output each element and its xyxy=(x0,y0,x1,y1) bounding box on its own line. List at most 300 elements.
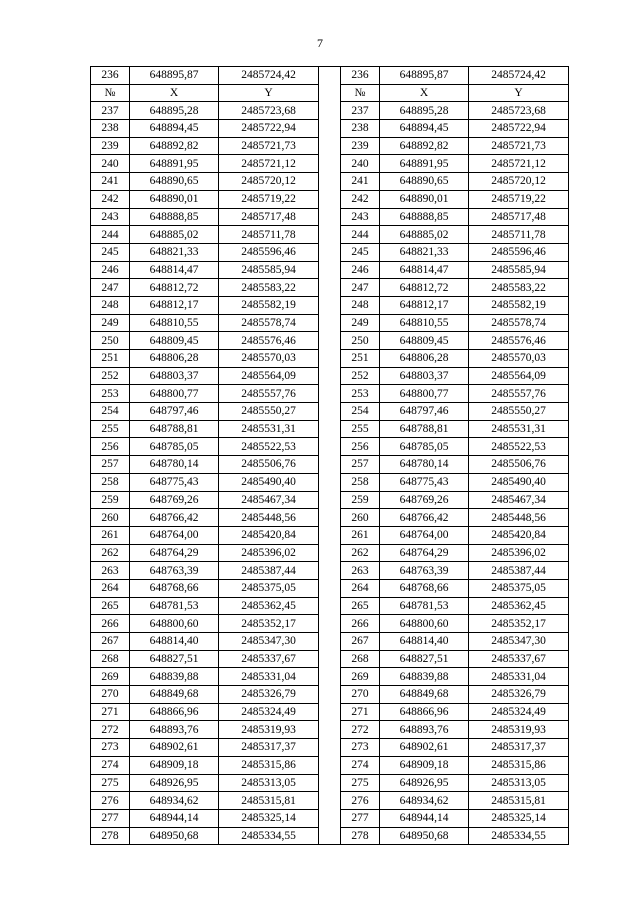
right-cell-x: 648814,47 xyxy=(380,261,469,279)
left-cell-y: 2485317,37 xyxy=(219,739,319,757)
left-cell-y: 2485557,76 xyxy=(219,385,319,403)
table-row xyxy=(91,703,569,721)
left-cell-number: 271 xyxy=(91,703,130,721)
left-cell-number: 248 xyxy=(91,296,130,314)
right-cell-x: 648944,14 xyxy=(380,809,469,827)
table-row xyxy=(91,314,569,332)
right-cell-y: 2485717,48 xyxy=(469,208,569,226)
left-cell-y: 2485362,45 xyxy=(219,597,319,615)
left-cell-x: 648944,14 xyxy=(130,809,219,827)
left-cell-number: 275 xyxy=(91,774,130,792)
left-cell-y: 2485721,73 xyxy=(219,137,319,155)
right-cell-y: 2485550,27 xyxy=(469,403,569,421)
right-cell-y: 2485331,04 xyxy=(469,668,569,686)
left-cell-x: 648788,81 xyxy=(130,420,219,438)
column-gap xyxy=(319,544,341,562)
table-row xyxy=(91,173,569,191)
table-row xyxy=(91,597,569,615)
right-cell-number: 275 xyxy=(341,774,380,792)
left-cell-x: 648814,47 xyxy=(130,261,219,279)
table-row xyxy=(91,809,569,827)
right-cell-x: 648764,00 xyxy=(380,526,469,544)
left-cell-number: 260 xyxy=(91,509,130,527)
left-cell-number: 264 xyxy=(91,579,130,597)
right-cell-x: 648766,42 xyxy=(380,509,469,527)
right-cell-number: 260 xyxy=(341,509,380,527)
right-cell-number: 272 xyxy=(341,721,380,739)
right-cell-y: 2485721,73 xyxy=(469,137,569,155)
table-row xyxy=(91,261,569,279)
right-cell-number: 268 xyxy=(341,650,380,668)
right-cell-number: 239 xyxy=(341,137,380,155)
left-cell-y: 2485531,31 xyxy=(219,420,319,438)
left-cell-y: 2485387,44 xyxy=(219,562,319,580)
left-cell-y: 2485334,55 xyxy=(219,827,319,845)
column-gap xyxy=(319,473,341,491)
right-cell-y: 2485337,67 xyxy=(469,650,569,668)
left-cell-number: 240 xyxy=(91,155,130,173)
left-cell-x: 648800,77 xyxy=(130,385,219,403)
left-cell-y: 2485420,84 xyxy=(219,526,319,544)
column-gap xyxy=(319,296,341,314)
left-cell-x: 648894,45 xyxy=(130,120,219,138)
right-cell-y: 2485722,94 xyxy=(469,120,569,138)
right-cell-y: 2485522,53 xyxy=(469,438,569,456)
left-cell-x: 648950,68 xyxy=(130,827,219,845)
table-row xyxy=(91,367,569,385)
left-cell-y: 2485720,12 xyxy=(219,173,319,191)
right-cell-x: 648866,96 xyxy=(380,703,469,721)
right-cell-y: 2485326,79 xyxy=(469,686,569,704)
column-gap xyxy=(319,67,341,85)
left-cell-y: 2485585,94 xyxy=(219,261,319,279)
right-cell-number: 247 xyxy=(341,279,380,297)
table-row xyxy=(91,774,569,792)
table-row xyxy=(91,190,569,208)
left-cell-x: X xyxy=(130,84,219,102)
left-cell-y: 2485331,04 xyxy=(219,668,319,686)
left-cell-number: 277 xyxy=(91,809,130,827)
left-cell-x: 648769,26 xyxy=(130,491,219,509)
left-cell-y: 2485325,14 xyxy=(219,809,319,827)
table-row xyxy=(91,456,569,474)
left-cell-number: 250 xyxy=(91,332,130,350)
left-cell-y: 2485448,56 xyxy=(219,509,319,527)
table-row xyxy=(91,332,569,350)
right-cell-x: 648827,51 xyxy=(380,650,469,668)
left-cell-number: 259 xyxy=(91,491,130,509)
right-cell-y: 2485396,02 xyxy=(469,544,569,562)
right-cell-number: 245 xyxy=(341,243,380,261)
right-cell-number: 274 xyxy=(341,756,380,774)
right-cell-x: 648849,68 xyxy=(380,686,469,704)
right-cell-x: 648812,72 xyxy=(380,279,469,297)
table-row xyxy=(91,350,569,368)
left-cell-x: 648909,18 xyxy=(130,756,219,774)
left-cell-y: 2485490,40 xyxy=(219,473,319,491)
right-cell-number: 246 xyxy=(341,261,380,279)
right-cell-y: 2485719,22 xyxy=(469,190,569,208)
left-cell-x: 648926,95 xyxy=(130,774,219,792)
left-cell-number: 252 xyxy=(91,367,130,385)
table-row xyxy=(91,67,569,85)
left-cell-x: 648890,01 xyxy=(130,190,219,208)
table-row xyxy=(91,633,569,651)
table-row xyxy=(91,827,569,845)
left-cell-number: 254 xyxy=(91,403,130,421)
left-cell-x: 648812,72 xyxy=(130,279,219,297)
left-cell-number: 246 xyxy=(91,261,130,279)
left-cell-number: 263 xyxy=(91,562,130,580)
table-row xyxy=(91,509,569,527)
left-cell-y: 2485721,12 xyxy=(219,155,319,173)
left-cell-y: 2485315,86 xyxy=(219,756,319,774)
left-cell-y: 2485375,05 xyxy=(219,579,319,597)
left-cell-y: 2485326,79 xyxy=(219,686,319,704)
right-cell-y: 2485582,19 xyxy=(469,296,569,314)
left-cell-x: 648814,40 xyxy=(130,633,219,651)
left-cell-y: 2485583,22 xyxy=(219,279,319,297)
table-row xyxy=(91,438,569,456)
right-cell-x: 648800,77 xyxy=(380,385,469,403)
right-cell-y: 2485583,22 xyxy=(469,279,569,297)
column-gap xyxy=(319,703,341,721)
right-cell-x: 648775,43 xyxy=(380,473,469,491)
right-cell-number: 276 xyxy=(341,792,380,810)
right-cell-y: Y xyxy=(469,84,569,102)
column-gap xyxy=(319,137,341,155)
left-cell-number: 272 xyxy=(91,721,130,739)
left-cell-x: 648775,43 xyxy=(130,473,219,491)
right-cell-x: 648893,76 xyxy=(380,721,469,739)
left-cell-y: 2485396,02 xyxy=(219,544,319,562)
right-cell-number: 265 xyxy=(341,597,380,615)
left-cell-number: 274 xyxy=(91,756,130,774)
table-row xyxy=(91,473,569,491)
left-cell-x: 648781,53 xyxy=(130,597,219,615)
left-cell-x: 648892,82 xyxy=(130,137,219,155)
right-cell-number: 267 xyxy=(341,633,380,651)
left-cell-y: 2485467,34 xyxy=(219,491,319,509)
right-cell-y: 2485596,46 xyxy=(469,243,569,261)
right-cell-x: 648895,28 xyxy=(380,102,469,120)
column-gap xyxy=(319,633,341,651)
left-cell-x: 648866,96 xyxy=(130,703,219,721)
right-cell-y: 2485315,86 xyxy=(469,756,569,774)
right-cell-number: 262 xyxy=(341,544,380,562)
left-cell-y: 2485570,03 xyxy=(219,350,319,368)
column-gap xyxy=(319,403,341,421)
left-cell-number: 249 xyxy=(91,314,130,332)
left-cell-number: 269 xyxy=(91,668,130,686)
left-cell-y: 2485717,48 xyxy=(219,208,319,226)
right-cell-number: 263 xyxy=(341,562,380,580)
right-cell-x: 648764,29 xyxy=(380,544,469,562)
right-cell-x: 648895,87 xyxy=(380,67,469,85)
right-cell-x: 648888,85 xyxy=(380,208,469,226)
table-header-row xyxy=(91,84,569,102)
column-gap xyxy=(319,721,341,739)
right-cell-x: 648814,40 xyxy=(380,633,469,651)
right-cell-y: 2485317,37 xyxy=(469,739,569,757)
column-gap xyxy=(319,226,341,244)
page-number: 7 xyxy=(317,36,323,50)
right-cell-y: 2485448,56 xyxy=(469,509,569,527)
column-gap xyxy=(319,526,341,544)
column-gap xyxy=(319,261,341,279)
left-cell-x: 648800,60 xyxy=(130,615,219,633)
column-gap xyxy=(319,579,341,597)
left-cell-y: 2485550,27 xyxy=(219,403,319,421)
column-gap xyxy=(319,279,341,297)
table-row xyxy=(91,792,569,810)
right-cell-number: 252 xyxy=(341,367,380,385)
left-cell-x: 648895,87 xyxy=(130,67,219,85)
right-cell-y: 2485585,94 xyxy=(469,261,569,279)
right-cell-number: 236 xyxy=(341,67,380,85)
right-cell-y: 2485711,78 xyxy=(469,226,569,244)
right-cell-number: 238 xyxy=(341,120,380,138)
right-cell-y: 2485578,74 xyxy=(469,314,569,332)
left-cell-x: 648766,42 xyxy=(130,509,219,527)
left-cell-y: 2485722,94 xyxy=(219,120,319,138)
left-cell-y: 2485347,30 xyxy=(219,633,319,651)
left-cell-y: 2485724,42 xyxy=(219,67,319,85)
column-gap xyxy=(319,367,341,385)
right-cell-number: 264 xyxy=(341,579,380,597)
column-gap xyxy=(319,650,341,668)
right-cell-x: 648892,82 xyxy=(380,137,469,155)
right-cell-y: 2485325,14 xyxy=(469,809,569,827)
table-row xyxy=(91,120,569,138)
left-cell-x: 648891,95 xyxy=(130,155,219,173)
right-cell-number: 253 xyxy=(341,385,380,403)
right-cell-y: 2485570,03 xyxy=(469,350,569,368)
column-gap xyxy=(319,190,341,208)
table-row xyxy=(91,491,569,509)
left-cell-y: Y xyxy=(219,84,319,102)
left-cell-x: 648785,05 xyxy=(130,438,219,456)
right-cell-x: 648909,18 xyxy=(380,756,469,774)
column-gap xyxy=(319,774,341,792)
right-cell-x: 648769,26 xyxy=(380,491,469,509)
left-cell-x: 648893,76 xyxy=(130,721,219,739)
right-cell-x: 648934,62 xyxy=(380,792,469,810)
left-cell-number: № xyxy=(91,84,130,102)
left-cell-x: 648934,62 xyxy=(130,792,219,810)
table-row xyxy=(91,615,569,633)
left-cell-y: 2485324,49 xyxy=(219,703,319,721)
left-cell-x: 648821,33 xyxy=(130,243,219,261)
left-cell-number: 242 xyxy=(91,190,130,208)
right-cell-y: 2485315,81 xyxy=(469,792,569,810)
left-cell-x: 648812,17 xyxy=(130,296,219,314)
right-cell-x: 648781,53 xyxy=(380,597,469,615)
right-cell-number: 270 xyxy=(341,686,380,704)
right-cell-number: 258 xyxy=(341,473,380,491)
table-row xyxy=(91,243,569,261)
right-cell-x: 648809,45 xyxy=(380,332,469,350)
right-cell-y: 2485720,12 xyxy=(469,173,569,191)
column-gap xyxy=(319,243,341,261)
right-cell-y: 2485334,55 xyxy=(469,827,569,845)
column-gap xyxy=(319,686,341,704)
right-cell-x: 648768,66 xyxy=(380,579,469,597)
right-cell-y: 2485564,09 xyxy=(469,367,569,385)
right-cell-x: 648763,39 xyxy=(380,562,469,580)
right-cell-x: 648810,55 xyxy=(380,314,469,332)
column-gap xyxy=(319,668,341,686)
right-cell-number: 278 xyxy=(341,827,380,845)
table-row xyxy=(91,579,569,597)
right-cell-y: 2485347,30 xyxy=(469,633,569,651)
right-cell-y: 2485324,49 xyxy=(469,703,569,721)
right-cell-y: 2485490,40 xyxy=(469,473,569,491)
right-cell-x: 648803,37 xyxy=(380,367,469,385)
right-cell-number: 259 xyxy=(341,491,380,509)
column-gap xyxy=(319,615,341,633)
column-gap xyxy=(319,314,341,332)
right-cell-number: 250 xyxy=(341,332,380,350)
left-cell-y: 2485313,05 xyxy=(219,774,319,792)
right-cell-number: № xyxy=(341,84,380,102)
column-gap xyxy=(319,438,341,456)
right-cell-number: 256 xyxy=(341,438,380,456)
left-cell-number: 236 xyxy=(91,67,130,85)
left-cell-number: 244 xyxy=(91,226,130,244)
left-cell-y: 2485578,74 xyxy=(219,314,319,332)
right-cell-x: 648788,81 xyxy=(380,420,469,438)
table-row xyxy=(91,226,569,244)
left-cell-x: 648890,65 xyxy=(130,173,219,191)
left-cell-x: 648839,88 xyxy=(130,668,219,686)
right-cell-x: 648891,95 xyxy=(380,155,469,173)
left-cell-x: 648895,28 xyxy=(130,102,219,120)
right-cell-y: 2485375,05 xyxy=(469,579,569,597)
right-cell-y: 2485724,42 xyxy=(469,67,569,85)
table-row xyxy=(91,650,569,668)
right-cell-x: X xyxy=(380,84,469,102)
right-cell-number: 266 xyxy=(341,615,380,633)
right-cell-x: 648812,17 xyxy=(380,296,469,314)
right-cell-y: 2485531,31 xyxy=(469,420,569,438)
left-cell-x: 648764,29 xyxy=(130,544,219,562)
right-cell-x: 648950,68 xyxy=(380,827,469,845)
coordinates-table xyxy=(90,66,569,845)
right-cell-y: 2485576,46 xyxy=(469,332,569,350)
table-row xyxy=(91,721,569,739)
right-cell-number: 271 xyxy=(341,703,380,721)
left-cell-number: 278 xyxy=(91,827,130,845)
left-cell-x: 648849,68 xyxy=(130,686,219,704)
column-gap xyxy=(319,155,341,173)
right-cell-x: 648926,95 xyxy=(380,774,469,792)
column-gap xyxy=(319,809,341,827)
left-cell-y: 2485723,68 xyxy=(219,102,319,120)
left-cell-x: 648764,00 xyxy=(130,526,219,544)
left-cell-y: 2485319,93 xyxy=(219,721,319,739)
left-cell-y: 2485315,81 xyxy=(219,792,319,810)
column-gap xyxy=(319,102,341,120)
left-cell-x: 648888,85 xyxy=(130,208,219,226)
column-gap xyxy=(319,491,341,509)
left-cell-number: 267 xyxy=(91,633,130,651)
right-cell-y: 2485313,05 xyxy=(469,774,569,792)
table-row xyxy=(91,279,569,297)
left-cell-y: 2485564,09 xyxy=(219,367,319,385)
left-cell-x: 648810,55 xyxy=(130,314,219,332)
right-cell-number: 269 xyxy=(341,668,380,686)
left-cell-number: 276 xyxy=(91,792,130,810)
left-cell-number: 247 xyxy=(91,279,130,297)
left-cell-y: 2485711,78 xyxy=(219,226,319,244)
right-cell-number: 249 xyxy=(341,314,380,332)
column-gap xyxy=(319,562,341,580)
right-cell-x: 648890,65 xyxy=(380,173,469,191)
left-cell-number: 273 xyxy=(91,739,130,757)
column-gap xyxy=(319,792,341,810)
table-row xyxy=(91,102,569,120)
right-cell-x: 648797,46 xyxy=(380,403,469,421)
table-row xyxy=(91,668,569,686)
left-cell-number: 256 xyxy=(91,438,130,456)
left-cell-number: 238 xyxy=(91,120,130,138)
left-cell-x: 648763,39 xyxy=(130,562,219,580)
left-cell-number: 265 xyxy=(91,597,130,615)
right-cell-number: 273 xyxy=(341,739,380,757)
right-cell-x: 648890,01 xyxy=(380,190,469,208)
left-cell-x: 648827,51 xyxy=(130,650,219,668)
left-cell-y: 2485337,67 xyxy=(219,650,319,668)
right-cell-x: 648821,33 xyxy=(380,243,469,261)
right-cell-y: 2485420,84 xyxy=(469,526,569,544)
right-cell-x: 648839,88 xyxy=(380,668,469,686)
right-cell-number: 254 xyxy=(341,403,380,421)
table-row xyxy=(91,296,569,314)
left-cell-number: 253 xyxy=(91,385,130,403)
table-row xyxy=(91,739,569,757)
right-cell-x: 648800,60 xyxy=(380,615,469,633)
column-gap xyxy=(319,456,341,474)
right-cell-number: 251 xyxy=(341,350,380,368)
left-cell-number: 262 xyxy=(91,544,130,562)
right-cell-y: 2485362,45 xyxy=(469,597,569,615)
right-cell-x: 648780,14 xyxy=(380,456,469,474)
right-cell-y: 2485352,17 xyxy=(469,615,569,633)
right-cell-y: 2485506,76 xyxy=(469,456,569,474)
left-cell-number: 266 xyxy=(91,615,130,633)
left-cell-x: 648902,61 xyxy=(130,739,219,757)
column-gap xyxy=(319,350,341,368)
left-cell-number: 251 xyxy=(91,350,130,368)
table-row xyxy=(91,686,569,704)
column-gap xyxy=(319,173,341,191)
right-cell-y: 2485557,76 xyxy=(469,385,569,403)
column-gap xyxy=(319,84,341,102)
right-cell-y: 2485721,12 xyxy=(469,155,569,173)
right-cell-y: 2485467,34 xyxy=(469,491,569,509)
left-cell-number: 239 xyxy=(91,137,130,155)
table-row xyxy=(91,155,569,173)
left-cell-y: 2485576,46 xyxy=(219,332,319,350)
right-cell-x: 648894,45 xyxy=(380,120,469,138)
table-row xyxy=(91,208,569,226)
left-cell-number: 237 xyxy=(91,102,130,120)
left-cell-number: 268 xyxy=(91,650,130,668)
column-gap xyxy=(319,739,341,757)
column-gap xyxy=(319,509,341,527)
table-row xyxy=(91,526,569,544)
